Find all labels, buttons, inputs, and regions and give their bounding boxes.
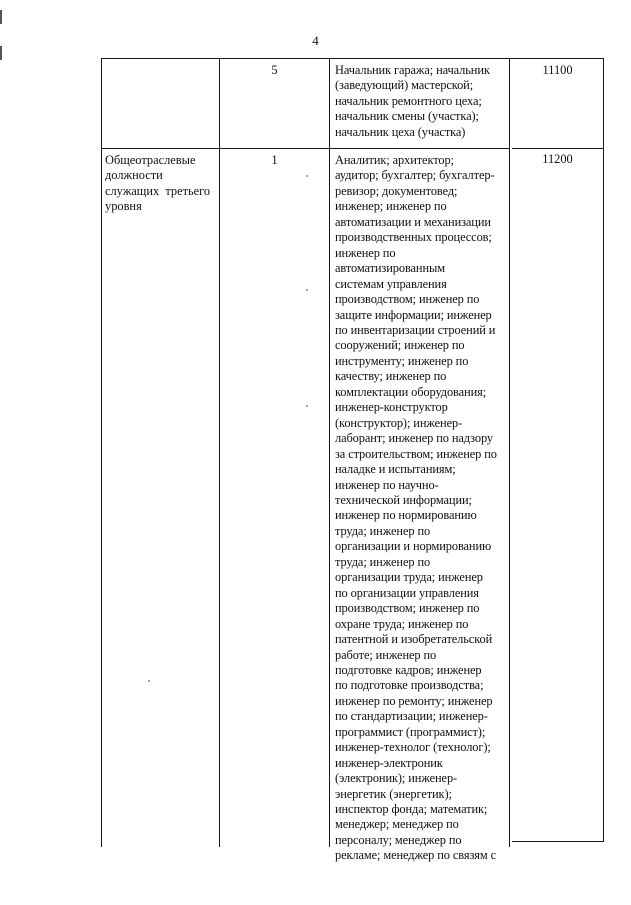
code-cell xyxy=(512,58,604,149)
qualification-level: 5 xyxy=(271,63,278,77)
position-line: аудитор; бухгалтер; бухгалтер- xyxy=(335,168,495,183)
position-line: ревизор; документовед; xyxy=(335,183,458,198)
position-line: автоматизированным xyxy=(335,261,445,276)
position-line: организации труда; инженер xyxy=(335,570,483,585)
position-line: производством; инженер по xyxy=(335,292,480,307)
position-line: инженер-электроник xyxy=(335,755,443,770)
position-line: системам управления xyxy=(335,276,447,291)
group-line: уровня xyxy=(105,199,142,214)
position-line: инженер по ремонту; инженер xyxy=(335,693,493,708)
group-line: Общеотраслевые xyxy=(105,153,196,167)
position-line: начальник цеха (участка) xyxy=(335,124,466,139)
position-line: Аналитик; архитектор; xyxy=(335,153,454,167)
scan-margin-mark xyxy=(0,10,2,24)
position-line: инструменту; инженер по xyxy=(335,353,469,368)
position-line: рекламе; менеджер по связям с xyxy=(335,848,497,863)
qualification-level: 1 xyxy=(271,153,278,167)
position-line: защите информации; инженер xyxy=(335,307,492,322)
position-line: инспектор фонда; математик; xyxy=(335,802,488,817)
positions-cell xyxy=(330,149,510,863)
group-line: служащих третьего xyxy=(105,183,211,198)
position-line: автоматизации и механизации xyxy=(335,214,491,229)
level-cell xyxy=(220,149,330,847)
scan-margin-mark xyxy=(0,46,2,60)
page-number: 4 xyxy=(312,33,319,48)
position-line: начальник ремонтного цеха; xyxy=(335,93,482,108)
position-line: производством; инженер по xyxy=(335,601,480,616)
position-line: производственных процессов; xyxy=(335,230,492,245)
position-line: за строительством; инженер по xyxy=(335,446,497,461)
position-line: программист (программист); xyxy=(335,724,486,739)
positions-table xyxy=(101,58,513,863)
level-cell xyxy=(220,59,330,149)
position-line: технической информации; xyxy=(335,492,472,507)
code-cell xyxy=(512,148,604,842)
position-line: по подготовке производства; xyxy=(335,678,484,693)
position-line: (электроник); инженер- xyxy=(335,771,458,786)
group-line: должности xyxy=(105,168,163,183)
positions-cell xyxy=(330,59,510,149)
position-line: инженер по xyxy=(335,245,396,260)
position-line: инженер-технолог (технолог); xyxy=(335,740,491,755)
position-code: 11100 xyxy=(542,63,573,77)
position-code: 11200 xyxy=(542,152,573,166)
position-line: качеству; инженер по xyxy=(335,369,447,384)
position-line: инженер по научно- xyxy=(335,477,439,492)
position-line: по инвентаризации строений и xyxy=(335,322,496,337)
group-cell xyxy=(102,149,220,847)
position-line: организации и нормированию xyxy=(335,539,492,554)
position-line: патентной и изобретательской xyxy=(335,632,493,647)
position-line: инженер; инженер по xyxy=(335,199,447,214)
position-line: работе; инженер по xyxy=(335,647,437,662)
position-line: по стандартизации; инженер- xyxy=(335,709,488,724)
position-line: комплектации оборудования; xyxy=(335,384,487,399)
position-line: лаборант; инженер по надзору xyxy=(335,431,493,446)
position-line: инженер по нормированию xyxy=(335,508,477,523)
position-line: (заведующий) мастерской; xyxy=(335,78,474,93)
position-line: менеджер; менеджер по xyxy=(335,817,459,832)
position-line: Начальник гаража; начальник xyxy=(335,63,490,77)
position-line: энергетик (энергетик); xyxy=(335,786,452,801)
position-line: сооружений; инженер по xyxy=(335,338,465,353)
position-line: труда; инженер по xyxy=(335,523,431,538)
position-line: подготовке кадров; инженер xyxy=(335,662,482,677)
group-cell xyxy=(102,59,220,149)
position-line: наладке и испытаниям; xyxy=(335,462,456,477)
position-line: (конструктор); инженер- xyxy=(335,415,463,430)
position-line: инженер-конструктор xyxy=(335,400,448,415)
position-line: по организации управления xyxy=(335,585,479,600)
position-line: персоналу; менеджер по xyxy=(335,832,462,847)
position-line: охране труда; инженер по xyxy=(335,616,469,631)
position-line: труда; инженер по xyxy=(335,554,431,569)
position-line: начальник смены (участка); xyxy=(335,109,479,124)
